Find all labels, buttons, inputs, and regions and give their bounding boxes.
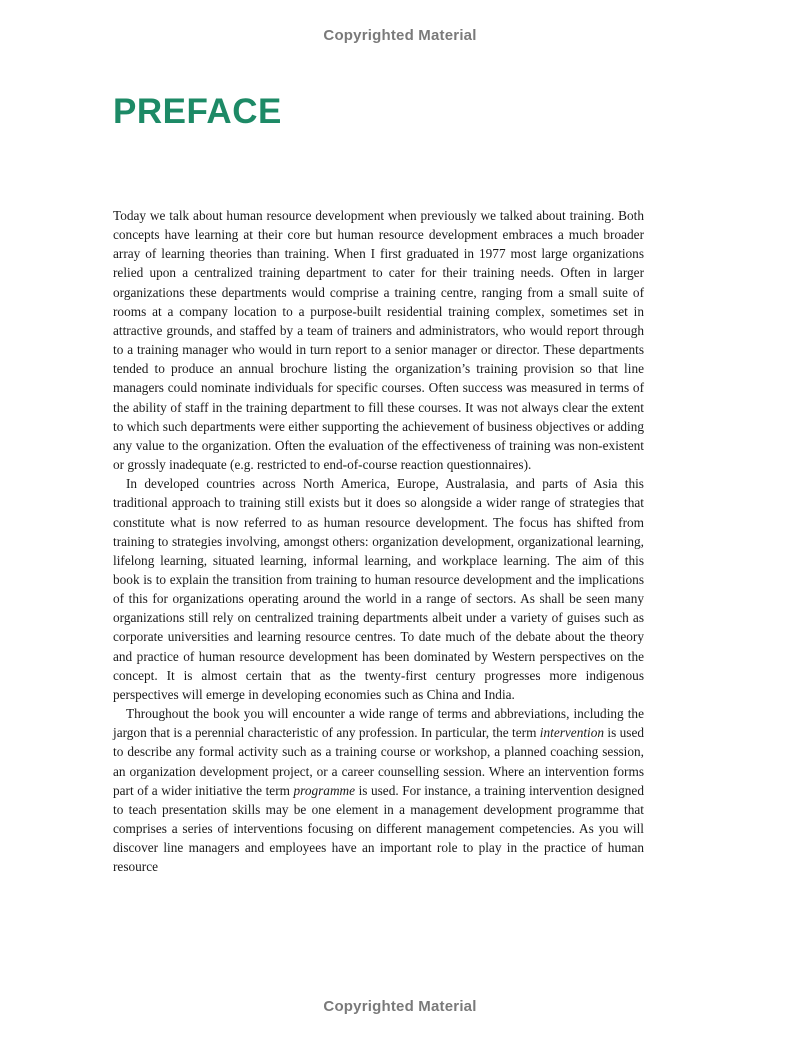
paragraph-3-part-1: Throughout the book you will encounter a wide range of terms and abbreviations, including the jargon that is a perennial characteristic of any profession. In particular, the term (113, 706, 644, 741)
copyright-watermark-top: Copyrighted Material (323, 27, 477, 44)
body-text (113, 206, 644, 876)
paragraph-1: Today we talk about human resource development when previously we talked about training. Both concepts have learning at their core but human resource development embraces a much broader array of learning theories than training. When I first graduated in 1977 most large organizations relied upon a centralized training department to cater for their training needs. Often in larger organizations these departments would comprise a training centre, ranging from a small suite of rooms at a company location to a purpose-built residential training complex, sometimes set in attractive grounds, and staffed by a team of trainers and administrators, who would report through to a training manager who would in turn report to a senior manager or director. These departments tended to produce an annual brochure listing the organization’s training provision so that line managers could nominate individuals for specific courses. Often success was measured in terms of the ability of staff in the training department to fill these courses. It was not always clear the extent to which such departments were either supporting the achievement of business objectives or adding any value to the organization. Often the evaluation of the effectiveness of training was non-existent or grossly inadequate (e.g. restricted to end-of-course reaction questionnaires). (113, 208, 644, 473)
term-programme: programme (293, 782, 356, 798)
paragraph-3 (113, 704, 644, 876)
paragraph-3-part-2: is used to describe any formal activity such as a training course or workshop, a planned coaching session, an organization development project, or a career counselling session. Where an intervention forms part of a wider initiative the term (113, 725, 644, 798)
paragraph-3-part-3: is used. For instance, a training intervention designed to teach presentation skills may be one element in a management development programme that comprises a series of interventions focusing on different management competencies. As you will discover line managers and employees have an important role to play in the practice of human resource (113, 782, 644, 875)
term-intervention: intervention (539, 725, 605, 741)
paragraph-2: In developed countries across North America, Europe, Australasia, and parts of Asia this traditional approach to training still exists but it does so alongside a wider range of strategies that constitute what is now referred to as human resource development. The focus has shifted from training to strategies involving, amongst others: organization development, organizational learning, lifelong learning, situated learning, informal learning, and workplace learning. The aim of this book is to explain the transition from training to human resource development and the implications of this for organizations operating around the world in a range of sectors. As shall be seen many organizations still rely on centralized training departments albeit under a variety of guises such as corporate universities and learning resource centres. To date much of the debate about the theory and practice of human resource development has been dominated by Western perspectives on the concept. It is almost certain that as the twenty-first century progresses more indigenous perspectives will emerge in developing economies such as China and India. (113, 476, 644, 702)
copyright-watermark-bottom: Copyrighted Material (323, 998, 477, 1015)
page-title: PREFACE (113, 92, 282, 131)
